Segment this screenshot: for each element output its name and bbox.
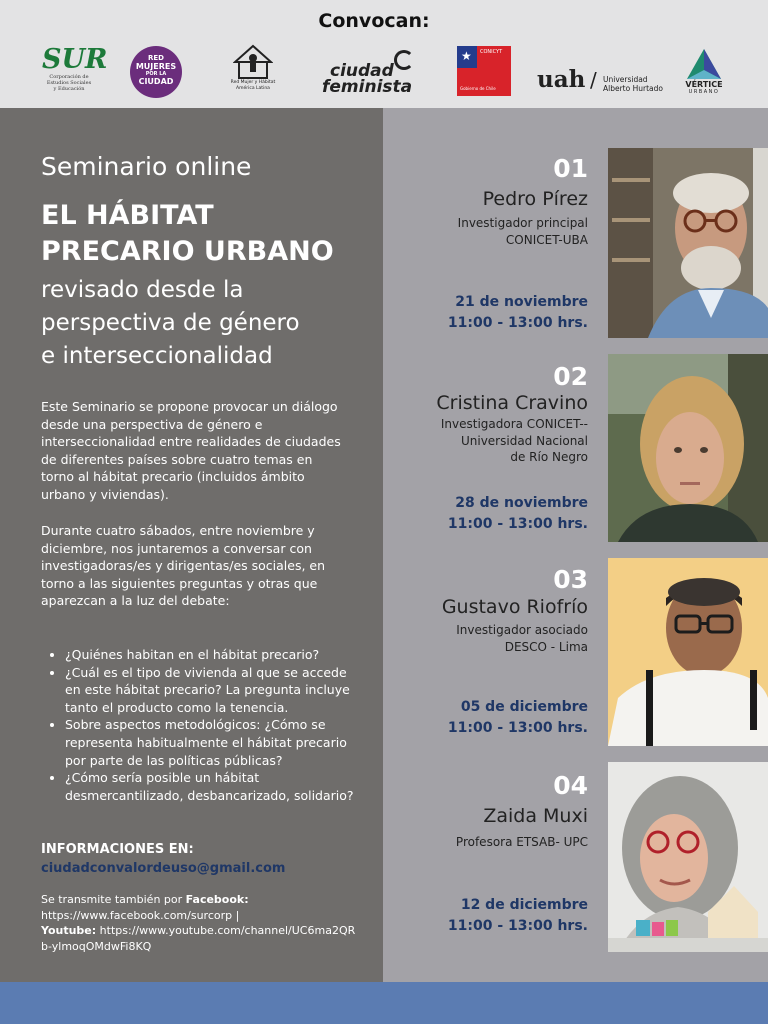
session-day: 28 de noviembre [455, 495, 588, 511]
conicyt-line: CONICYT [480, 49, 503, 55]
broadcast-info [41, 892, 356, 954]
speaker-name: Gustavo Riofrío [441, 596, 588, 618]
question-item: • ¿Quiénes habitan en el hábitat precario? [65, 646, 365, 664]
speaker-role [348, 215, 588, 248]
speaker-role-line: CONICET-UBA [505, 232, 588, 247]
vertice-triangle-icon [686, 48, 722, 80]
uah-line: Alberto Hurtado [603, 84, 663, 93]
facebook-label: Facebook: [185, 893, 249, 906]
info-heading: INFORMACIONES EN: [41, 842, 194, 857]
red-mujer-habitat-line: América Latina [236, 86, 270, 91]
question-item: • Sobre aspectos metodológicos: ¿Cómo se representa habitualmente el hábitat precario por parte de las políticas públicas? [65, 716, 365, 769]
seminar-label: Seminario online [41, 152, 252, 181]
vertice-line: VÉRTICE [685, 80, 723, 89]
speaker-role-line: DESCO - Lima [504, 639, 588, 654]
intro-paragraph-2: Durante cuatro sábados, entre noviembre y diciembre, nos juntaremos a conversar con investigadoras/es y dirigentas/es sociales, en torno a las siguientes preguntas y otras que aparezcan a la luz del debate: [41, 523, 326, 609]
speaker-portrait-image [608, 762, 768, 952]
speaker-photo [608, 148, 768, 338]
session-time: 11:00 - 13:00 hrs. [447, 516, 588, 532]
speaker-role [348, 416, 588, 466]
session-time: 11:00 - 13:00 hrs. [447, 720, 588, 736]
intro-paragraph-1: Este Seminario se propone provocar un diálogo desde una perspectiva de género e interseccionalidad entre realidades de ciudades de diferentes países sobre cuatro temas en torno al hábitat precario (incluidos ámbito urbano y viviendas). [41, 399, 341, 502]
speaker-role-line: Investigador asociado [456, 623, 588, 637]
speaker-number: 01 [553, 154, 588, 183]
sur-caption-line: Estudios Sociales [46, 80, 92, 86]
speaker-number: 04 [553, 771, 588, 800]
speaker-name: Cristina Cravino [436, 392, 588, 414]
ciudad-feminista-c-mark [394, 50, 414, 70]
speaker-name: Zaida Muxi [483, 805, 588, 827]
conicyt-star-icon: ★ [461, 49, 472, 63]
uah-mark: uah [537, 66, 586, 93]
speaker-role [348, 622, 588, 655]
sur-logo-mark: SUR [42, 44, 108, 75]
session-day: 12 de diciembre [460, 897, 588, 913]
question-item: • ¿Cómo sería posible un hábitat desmercantilizado, desbancarizado, solidario? [65, 769, 365, 804]
sur-caption-line: Corporación de [49, 74, 89, 80]
speaker-portrait-image [608, 354, 768, 542]
contact-email-link[interactable]: ciudadconvalordeuso@gmail.com [41, 861, 286, 876]
speaker-portrait-image [608, 148, 768, 338]
questions-list [41, 646, 365, 804]
session-time: 11:00 - 13:00 hrs. [447, 315, 588, 331]
sur-caption-line: y Educación [53, 86, 85, 92]
speaker-role [348, 834, 588, 851]
uah-line: Universidad [603, 75, 648, 84]
speaker-role-line: Investigador principal [457, 216, 588, 230]
sur-logo-caption [42, 74, 96, 92]
speaker-role-line: Investigadora CONICET-- [440, 417, 588, 431]
red-mujeres-line: MUJERES [135, 62, 177, 71]
red-mujeres-line: POR LA [145, 71, 167, 77]
facebook-link[interactable]: https://www.facebook.com/surcorp | [41, 908, 240, 922]
seminar-title [41, 198, 371, 270]
seminar-subtitle [41, 274, 376, 373]
speaker-photo [608, 354, 768, 542]
conicyt-line: Gobierno de Chile [460, 86, 496, 91]
red-mujeres-line: RED [148, 54, 164, 62]
question-item: • ¿Cuál es el tipo de vivienda al que se accede en este hábitat precario? La pregunta incluye tanto el producto como la tenencia. [65, 664, 365, 717]
session-day: 05 de diciembre [460, 699, 588, 715]
conicyt-logo [457, 46, 511, 96]
footer-bar [0, 982, 768, 1024]
youtube-link[interactable]: https://www.youtube.com/channel/UC6ma2QRb-ylmoqOMdwFi8KQ [41, 924, 356, 953]
speaker-role-line: Profesora ETSAB- UPC [455, 835, 588, 849]
red-mujeres-logo [130, 46, 182, 98]
speaker-role-line: Universidad Nacional [460, 433, 588, 448]
session-time: 11:00 - 13:00 hrs. [447, 918, 588, 934]
ciudad-feminista-line: feminista [322, 77, 413, 97]
house-figure-icon [233, 44, 273, 80]
speaker-name: Pedro Pírez [482, 188, 588, 210]
seminar-subtitle-line: revisado desde la [41, 277, 244, 303]
seminar-title-line: EL HÁBITAT [41, 200, 214, 231]
speaker-portrait-image [608, 558, 768, 746]
session-date [348, 895, 588, 937]
session-date [348, 292, 588, 334]
speaker-photo [608, 558, 768, 746]
sur-logo [42, 44, 108, 98]
speaker-photo [608, 762, 768, 952]
youtube-label: Youtube: [41, 924, 97, 937]
red-mujer-habitat-logo [226, 44, 280, 98]
seminar-subtitle-line: perspectiva de género [41, 310, 300, 336]
sponsors-header [0, 0, 768, 108]
broadcast-prefix: Se transmite también por [41, 893, 186, 906]
uah-slash: / [590, 68, 597, 92]
seminar-title-line: PRECARIO URBANO [41, 236, 334, 267]
header-title: Convocan: [318, 10, 430, 32]
red-mujeres-line: CIUDAD [138, 77, 174, 86]
speaker-number: 02 [553, 362, 588, 391]
uah-logo [537, 66, 667, 100]
vertice-line: URBANO [688, 89, 720, 95]
seminar-subtitle-line: e interseccionalidad [41, 343, 273, 369]
speaker-number: 03 [553, 565, 588, 594]
ciudad-feminista-line: ciudad [330, 61, 394, 81]
vertice-urbano-logo [680, 48, 728, 102]
red-mujer-habitat-line: Red Mujer y Hábitat [230, 80, 276, 85]
session-date [348, 493, 588, 535]
session-day: 21 de noviembre [455, 294, 588, 310]
ciudad-feminista-logo [322, 50, 414, 96]
speaker-role-line: de Río Negro [510, 450, 588, 464]
session-date [348, 697, 588, 739]
